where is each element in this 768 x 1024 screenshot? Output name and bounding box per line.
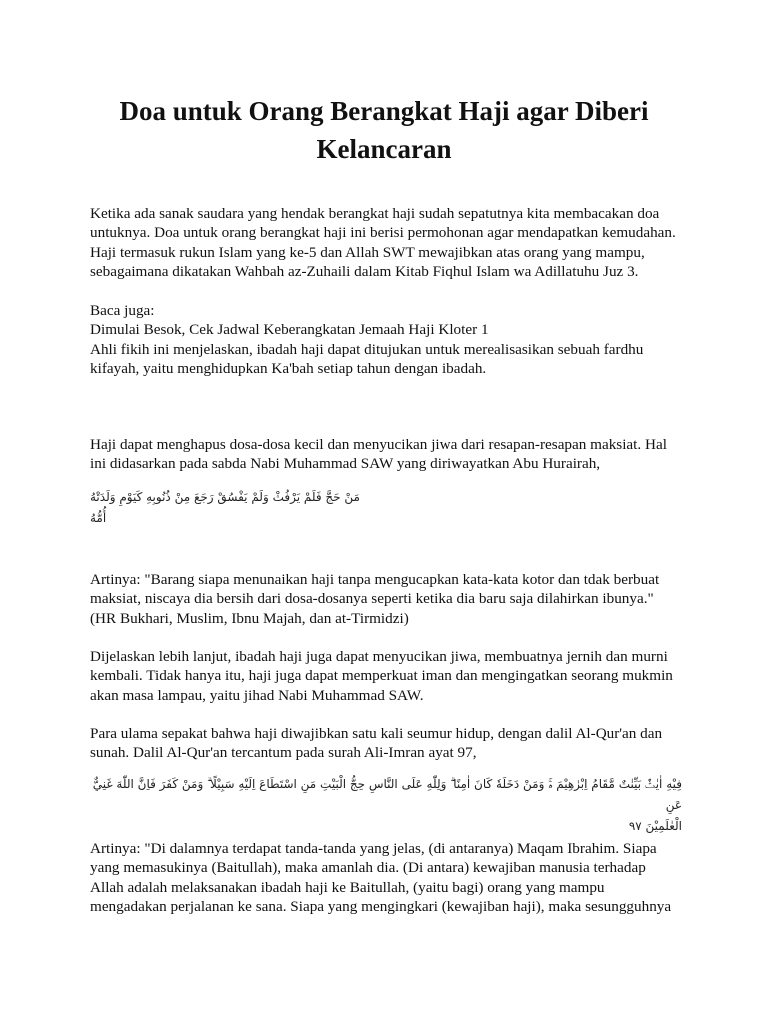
ayat-translation: Artinya: "Di dalamnya terdapat tanda-tanda yang jelas, (di antaranya) Maqam Ibrahim. Siapa yang memasukinya (Baitullah), maka amanlah dia. (Di antara) kewajiban manusia terhadap Allah adalah melaksanakan ibadah haji ke Baitullah, (yaitu bagi) orang yang mampu mengadakan perjalanan ke sana. Siapa yang mengingkari (kewajiban haji), maka sesungguhnya	[90, 840, 672, 916]
baca-juga-link[interactable]: Dimulai Besok, Cek Jadwal Keberangkatan Jemaah Haji Kloter 1	[90, 321, 489, 339]
ayat-arabic-line-2: الْعٰلَمِيْنَ ٩٧	[628, 819, 682, 833]
ayat-arabic-line-1: فِيْهِ اٰيٰتٌۢ بَيِّنٰتٌ مَّقَامُ اِبْرٰهِيْمَ ەۚ وَمَنْ دَخَلَهٗ كَانَ اٰمِنًا ۗ وَلِلّٰهِ عَلَى النَّاسِ حِجُّ الْبَيْتِ مَنِ اسْتَطَاعَ اِلَيْهِ سَبِيْلًا ۗ وَمَنْ كَفَرَ فَاِنَّ اللّٰهَ غَنِيٌّ عَنِ	[92, 777, 682, 812]
jiwa-paragraph: Dijelaskan lebih lanjut, ibadah haji juga dapat menyucikan jiwa, membuatnya jernih dan murni kembali. Tidak hanya itu, haji juga dapat memperkuat iman dan mengingatkan seorang mukmin akan masa lampau, yaitu jihad Nabi Muhammad SAW.	[90, 648, 673, 704]
baca-juga-block	[90, 301, 682, 379]
fardhu-paragraph: Ahli fikih ini menjelaskan, ibadah haji dapat ditujukan untuk merealisasikan sebuah fardhu kifayah, yaitu menghidupkan Ka'bah setiap tahun dengan ibadah.	[90, 340, 644, 378]
baca-juga-label: Baca juga:	[90, 302, 155, 319]
dosa-paragraph: Haji dapat menghapus dosa-dosa kecil dan menyucikan jiwa dari resapan-resapan maksiat. Hal ini didasarkan pada sabda Nabi Muhammad SAW yang diriwayatkan Abu Hurairah,	[90, 436, 667, 473]
hadith-translation: Artinya: "Barang siapa menunaikan haji tanpa mengucapkan kata-kata kotor dan tdak berbuat maksiat, niscaya dia bersih dari dosa-dosanya seperti ketika dia baru saja dilahirkan ibunya." (HR Bukhari, Muslim, Ibnu Majah, dan at-Tirmidzi)	[90, 571, 660, 627]
ayat-arabic	[90, 774, 682, 837]
ulama-paragraph: Para ulama sepakat bahwa haji diwajibkan satu kali seumur hidup, dengan dalil Al-Qur'an dan sunah. Dalil Al-Qur'an tercantum pada surah Ali-Imran ayat 97,	[90, 725, 663, 762]
page-title: Doa untuk Orang Berangkat Haji agar Diberi Kelancaran	[119, 96, 649, 164]
intro-paragraph: Ketika ada sanak saudara yang hendak berangkat haji sudah sepatutnya kita membacakan doa untuknya. Doa untuk orang berangkat haji ini berisi permohonan agar mendapatkan kemudahan. Haji termasuk rukun Islam yang ke-5 dan Allah SWT mewajibkan atas orang yang mampu, sebagaimana dikatakan Wahbah az-Zuhaili dalam Kitab Fiqhul Islam wa Adillatuhu Juz 3.	[90, 205, 676, 281]
hadith-arabic: مَنْ حَجَّ فَلَمْ يَرْفُثْ وَلَمْ يَفْسُقْ رَجَعَ مِنْ ذُنُوبِهِ كَيَوْمِ وَلَدَتْهُ أُمُّهُ	[90, 490, 360, 525]
